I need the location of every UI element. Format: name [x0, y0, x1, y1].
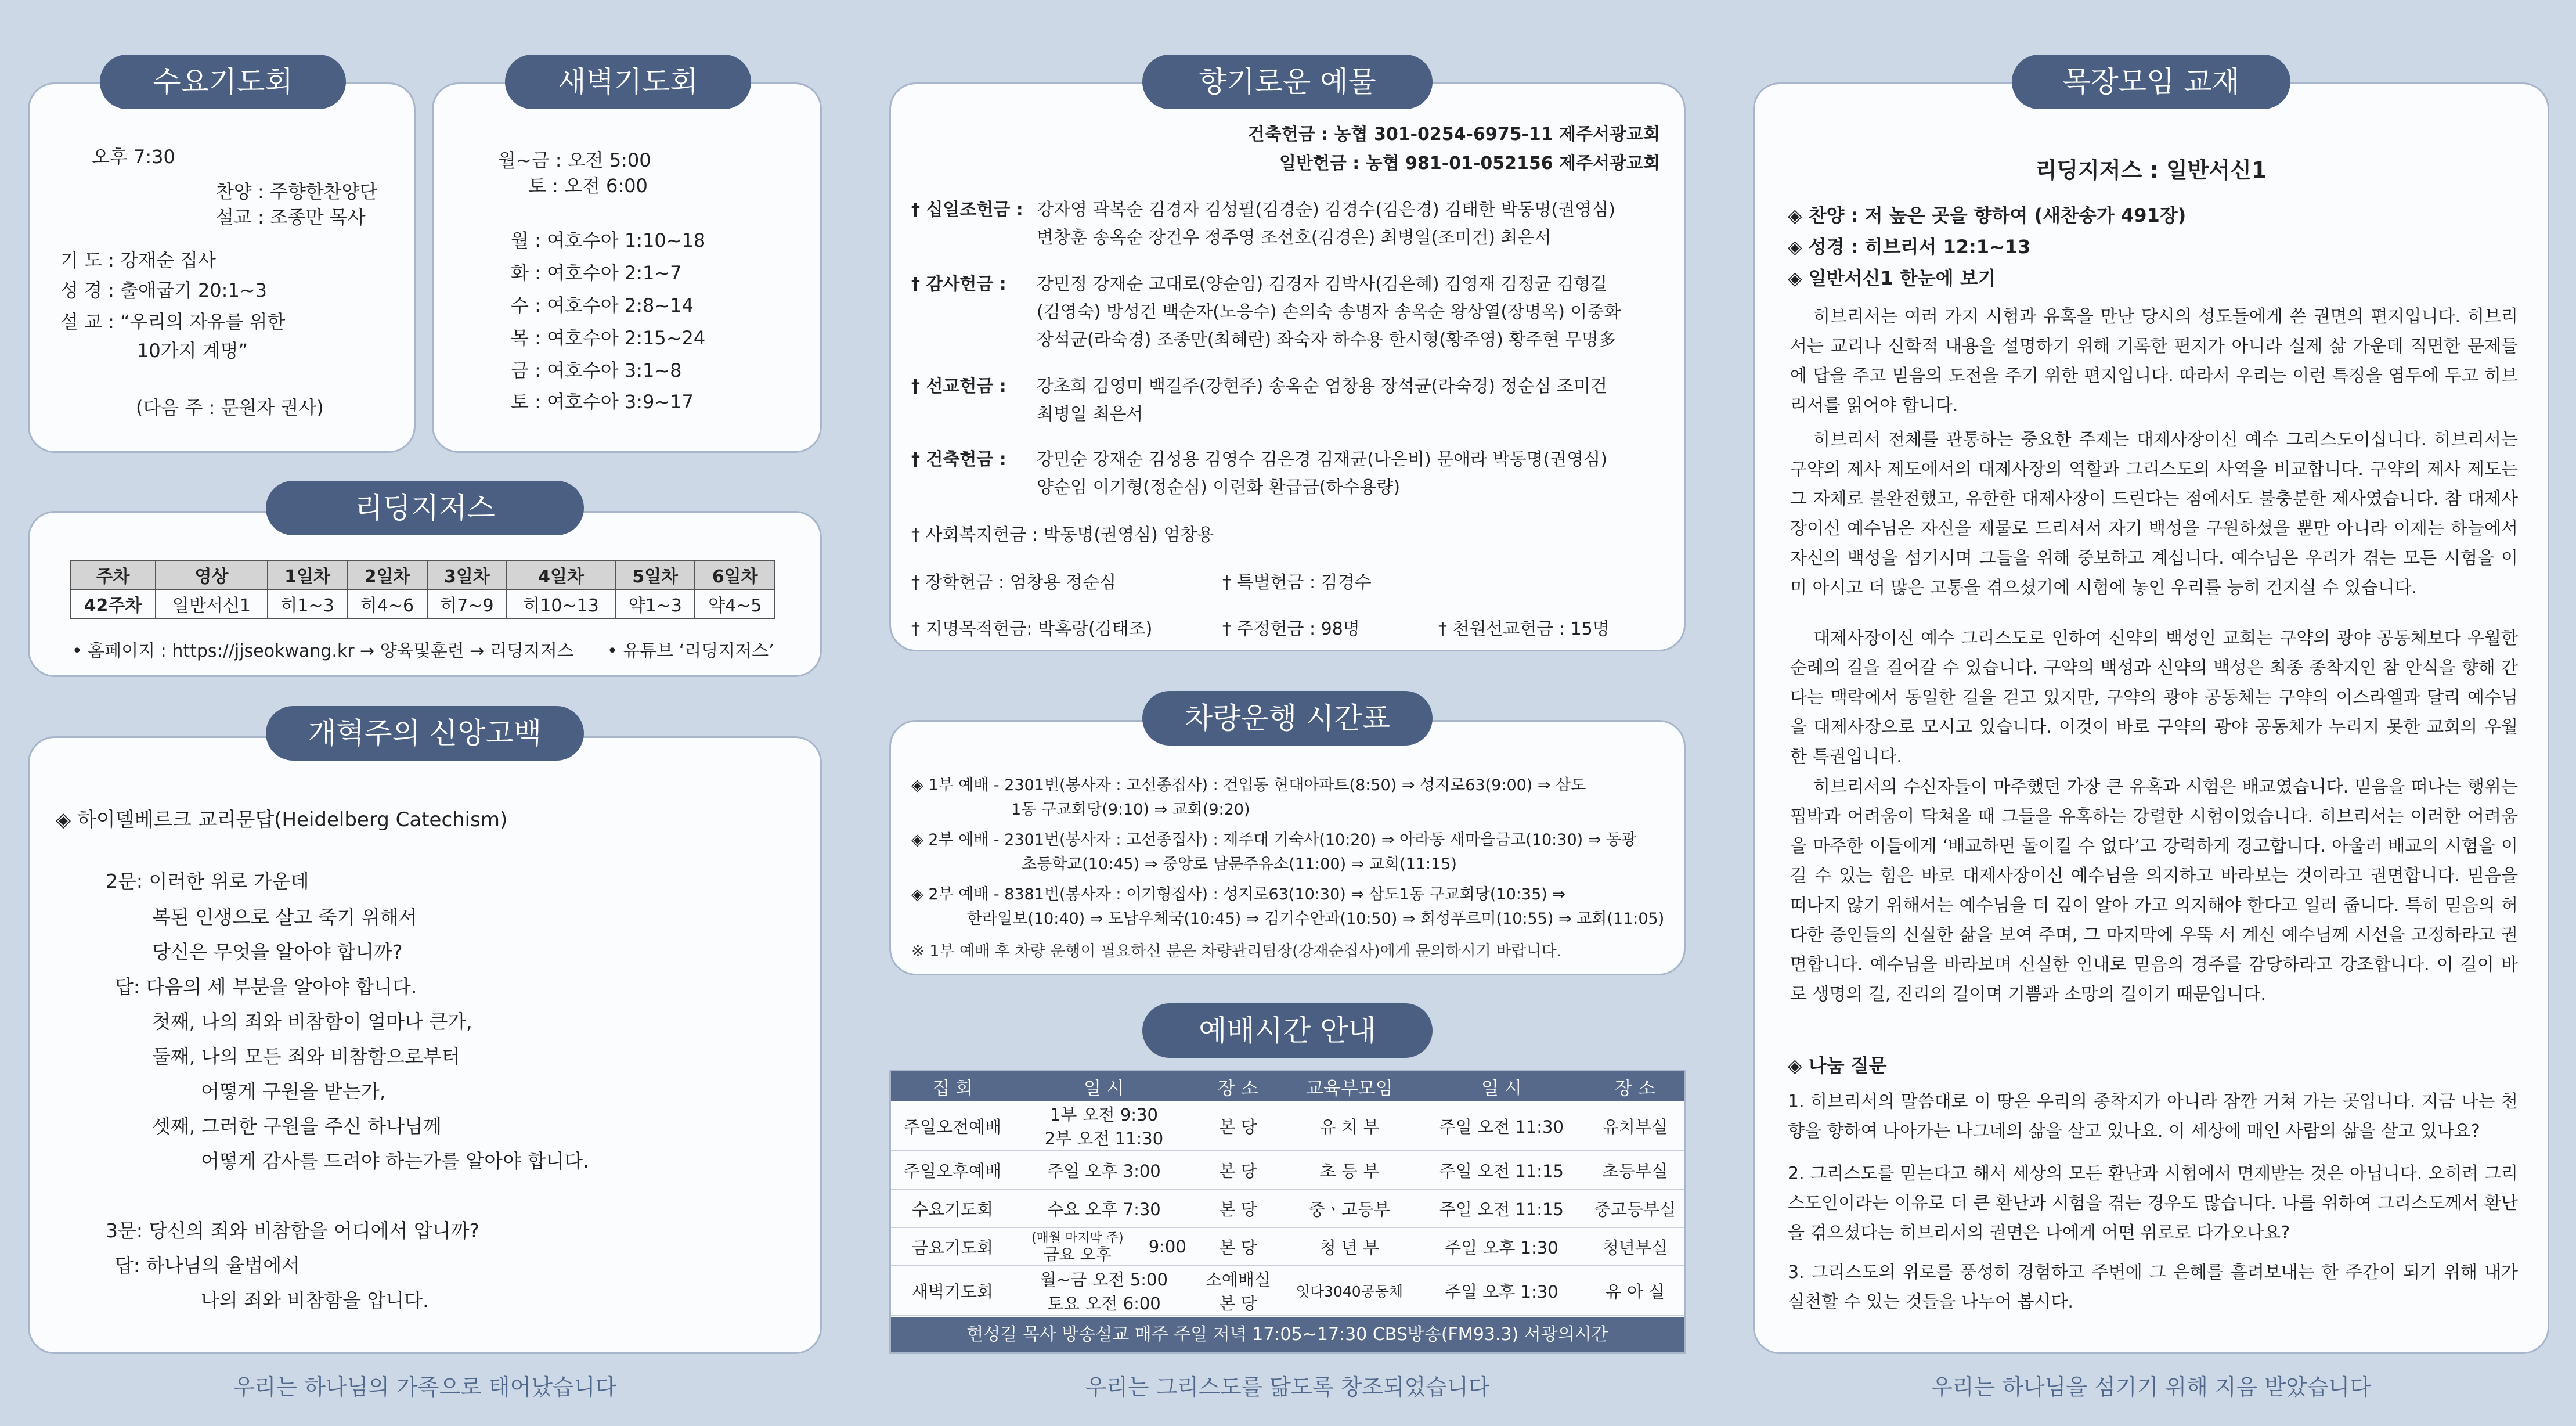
worship-cell: 주일 오후 1:30 — [1417, 1227, 1586, 1266]
study-praise: ◈ 찬양 : 저 높은 곳을 향하여 (새찬송가 491장) — [1788, 204, 2187, 226]
worship-cell: 중고등부실 — [1586, 1189, 1684, 1227]
reading-header: 주차 — [70, 560, 156, 589]
reading-cell: 히4~6 — [347, 589, 427, 618]
reading-header: 2일차 — [347, 560, 427, 589]
share-heading: ◈ 나눔 질문 — [1788, 1054, 1887, 1076]
dawn-day-3: 수 : 여호수아 2:8~14 — [511, 294, 694, 316]
reading-row — [70, 589, 775, 618]
creed-line: 어떻게 구원을 받는가, — [201, 1080, 386, 1103]
reading-header: 5일차 — [615, 560, 695, 589]
dawn-day-5: 금 : 여호수아 3:1~8 — [511, 359, 682, 381]
footer-left: 우리는 하나님의 가족으로 태어났습니다 — [233, 1374, 617, 1400]
worship-cell: 중ㆍ고등부 — [1282, 1189, 1417, 1227]
dawn-time-saturday: 토 : 오전 6:00 — [528, 175, 648, 197]
study-title: 목장모임 교재 — [2012, 55, 2290, 109]
reading-cell: 히10~13 — [507, 589, 615, 618]
reading-header: 6일차 — [695, 560, 775, 589]
offering-account-general: 일반헌금 : 농협 981-01-052156 제주서광교회 — [1279, 153, 1660, 174]
worship-cell: 주일 오전 11:15 — [1417, 1189, 1586, 1227]
worship-cell: 유 아 실 — [1586, 1266, 1684, 1316]
tithe-names: 강자영 곽복순 김경자 김성필(김경순) 김경수(김은경) 김태한 박동명(권영심) — [1037, 200, 1615, 220]
creed-title: 개혁주의 신앙고백 — [266, 706, 584, 761]
thanks-names: 장석균(라숙경) 조종만(최혜란) 좌숙자 하수용 한시형(황주영) 황주현 무명多 — [1037, 330, 1616, 350]
broadcast-banner: 현성길 목사 방송설교 매주 주일 저녁 17:05~17:30 CBS방송(FM93.3) 서광의시간 — [891, 1317, 1684, 1352]
build-names: 강민순 강재순 김성용 김영수 김은경 김재균(나은비) 문애라 박동명(권영심) — [1037, 449, 1607, 470]
worship-row — [891, 1151, 1684, 1189]
wed-topic-1: 설 교 : “우리의 자유를 위한 — [60, 311, 286, 333]
worship-cell: 주일 오후 1:30 — [1417, 1266, 1586, 1316]
estimated-offering: † 주정헌금 : 98명 — [1222, 619, 1360, 639]
reading-cell: 약4~5 — [695, 589, 775, 618]
study-bible: ◈ 성경 : 히브리서 12:1~13 — [1788, 236, 2031, 258]
worship-cell: 본 당 — [1194, 1189, 1282, 1227]
worship-title: 예배시간 안내 — [1142, 1003, 1433, 1058]
worship-header: 장 소 — [1586, 1071, 1684, 1101]
worship-cell — [1194, 1266, 1282, 1316]
worship-cell: 청년부실 — [1586, 1227, 1684, 1266]
tithe-names: 변창훈 송옥순 장건우 정주영 조선호(김경은) 최병일(조미건) 최은서 — [1037, 228, 1552, 248]
share-question: 1. 히브리서의 말씀대로 이 땅은 우리의 종착지가 아니라 잠깐 거쳐 가는 곳입니다. 지금 나는 천 향을 향하여 나아가는 나그네의 삶을 살고 있나요. 이 세상에 매인 사람의 삶을 살고 있나요? — [1788, 1092, 2518, 1141]
worship-cell — [1014, 1101, 1194, 1151]
worship-time: 토요 오전 6:00 — [1047, 1294, 1161, 1313]
vehicle-route-3: ◈ 2부 예배 - 8381번(봉사자 : 이기형집사) : 성지로63(10:30) ⇒ 삼도1동 구교회당(10:35) ⇒ — [911, 885, 1565, 903]
reading-header: 1일차 — [268, 560, 347, 589]
build-names: 양순임 이기형(정순심) 이련화 환급금(하수용량) — [1037, 477, 1401, 498]
thousand-offering: † 천원선교헌금 : 15명 — [1438, 619, 1610, 639]
offering-title: 향기로운 예물 — [1142, 55, 1433, 109]
worship-cell: 주일오전예배 — [891, 1101, 1014, 1151]
worship-cell: 본 당 — [1194, 1227, 1282, 1266]
wed-prayer-title: 수요기도회 — [100, 55, 346, 109]
study-paragraph: 히브리서 전체를 관통하는 중요한 주제는 대제사장이신 예수 그리스도이십니다. 히브리서는 구약의 제사 제도에서의 대제사장의 역할과 그리스도의 사역을 비교합니다. 구약의 제사 제도는 그 자체로 불완전했고, 유한한 대제사장이 드린다는 점에서도 불충분한 제사였습니다. 참 대제사장이신 예수님은 자신을 제물로 드리셔서 자기 백성을 구원하셨을 뿐만 아니라 이제는 하늘에서 자신의 백성을 섬기시며 그들을 위해 중보하고 계십니다. 예수님은 우리가 겪는 모든 시험을 이미 아시고 더 많은 고통을 겪으셨기에 시험에 놓인 우리를 능히 건지실 수 있습니다. — [1790, 430, 2518, 598]
creed-line: 3문: 당신의 죄와 비참함을 어디에서 압니까? — [106, 1219, 480, 1242]
worship-cell: 초등부실 — [1586, 1151, 1684, 1189]
build-label: † 건축헌금 : — [911, 449, 1006, 470]
study-subtitle: 리딩지저스 : 일반서신1 — [2035, 157, 2267, 183]
thanks-names: 강민정 강재순 고대로(양순임) 김경자 김박사(김은혜) 김영재 김정균 김형길 — [1037, 274, 1607, 294]
reading-cell: 42주차 — [70, 589, 156, 618]
worship-time: 금요 오후 — [1043, 1245, 1112, 1264]
wed-topic-2: 10가지 계명” — [137, 340, 248, 362]
designated-offering: † 지명목적헌금: 박혹랑(김태조) — [911, 619, 1153, 639]
worship-place: 소예배실 — [1205, 1270, 1271, 1290]
reading-header: 3일차 — [427, 560, 507, 589]
welfare-offering: † 사회복지헌금 : 박동명(권영심) 엄창용 — [911, 525, 1214, 545]
worship-time: 1부 오전 9:30 — [1049, 1105, 1158, 1125]
worship-cell: 초 등 부 — [1282, 1151, 1417, 1189]
creed-line: 나의 죄와 비참함을 압니다. — [201, 1289, 429, 1312]
special-offering: † 특별헌금 : 김경수 — [1222, 572, 1372, 593]
worship-place: 본 당 — [1219, 1294, 1257, 1313]
vehicle-route-1: ◈ 1부 예배 - 2301번(봉사자 : 고선종집사) : 건입동 현대아파트(8:50) ⇒ 성지로63(9:00) ⇒ 삼도 — [911, 776, 1586, 794]
worship-cell: 유치부실 — [1586, 1101, 1684, 1151]
wed-next: (다음 주 : 문원자 권사) — [136, 397, 324, 419]
thanks-names: (김영숙) 방성건 백순자(노응수) 손의숙 송명자 송옥순 왕상열(장명옥) 이중화 — [1037, 302, 1621, 322]
vehicle-route-2-cont: 초등학교(10:45) ⇒ 중앙로 남문주유소(11:00) ⇒ 교회(11:15) — [1022, 855, 1457, 873]
creed-line: 첫째, 나의 죄와 비참함이 얼마나 큰가, — [152, 1010, 472, 1033]
worship-cell: 청 년 부 — [1282, 1227, 1417, 1266]
creed-line: 답: 다음의 세 부분을 알아야 합니다. — [115, 975, 417, 998]
creed-line: 둘째, 나의 모든 죄와 비참함으로부터 — [152, 1045, 460, 1068]
offering-account-build: 건축헌금 : 농협 301-0254-6975-11 제주서광교회 — [1247, 124, 1660, 145]
creed-line: 셋째, 그러한 구원을 주신 하나님께 — [152, 1115, 442, 1137]
dawn-prayer-title: 새벽기도회 — [505, 55, 751, 109]
worship-header: 교육부모임 — [1282, 1071, 1417, 1101]
wed-praise: 찬양 : 주향한찬양단 — [216, 181, 378, 203]
worship-cell: 주일 오후 3:00 — [1014, 1151, 1194, 1189]
worship-cell: 주일 오전 11:15 — [1417, 1151, 1586, 1189]
vehicle-route-2: ◈ 2부 예배 - 2301번(봉사자 : 고선종집사) : 제주대 기숙사(10:20) ⇒ 아라동 새마을금고(10:30) ⇒ 동광 — [911, 831, 1637, 849]
worship-cell: 9:00 — [1141, 1227, 1194, 1266]
reading-youtube: • 유튜브 ‘리딩지저스’ — [607, 641, 774, 661]
creed-line: 어떻게 감사를 드려야 하는가를 알아야 합니다. — [201, 1150, 589, 1172]
study-paragraph: 히브리서는 여러 가지 시험과 유혹을 만난 당시의 성도들에게 쓴 권면의 편지입니다. 히브리서는 교리나 신학적 내용을 설명하기 위해 기록한 편지가 아니라 실제 삶 가운데 직면한 문제들에 답을 주고 믿음의 도전을 주기 위한 편지입니다. 따라서 우리는 이런 특징을 염두에 두고 히브리서를 읽어야 합니다. — [1790, 307, 2518, 416]
worship-header-row — [891, 1071, 1684, 1101]
worship-cell — [1014, 1266, 1194, 1316]
dawn-day-1: 월 : 여호수아 1:10~18 — [511, 229, 706, 251]
reading-cell: 일반서신1 — [156, 589, 268, 618]
wed-scripture: 성 경 : 출애굽기 20:1~3 — [60, 279, 267, 301]
wed-time: 오후 7:30 — [92, 146, 175, 168]
worship-schedule — [889, 1070, 1686, 1354]
share-question: 3. 그리스도의 위로를 풍성히 경험하고 주변에 그 은혜를 흘려보내는 한 주간이 되기 위해 내가 실천할 수 있는 것들을 나누어 봅시다. — [1788, 1262, 2518, 1312]
footer-middle: 우리는 그리스도를 닮도록 창조되었습니다 — [1085, 1374, 1490, 1400]
dawn-day-2: 화 : 여호수아 2:1~7 — [511, 262, 682, 284]
worship-row — [891, 1227, 1684, 1266]
creed-heading: ◈ 하이델베르크 교리문답(Heidelberg Catechism) — [56, 808, 508, 831]
reading-header-row — [70, 560, 775, 589]
study-paragraph: 대제사장이신 예수 그리스도로 인하여 신약의 백성인 교회는 구약의 광야 공동체보다 우월한 순례의 길을 걸어갈 수 있습니다. 구약의 백성과 신약의 백성은 최종 종착지인 참 안식을 향해 간다는 맥락에서 동일한 길을 걷고 있지만, 구약의 광야 공동체는 구약의 이스라엘과 달리 예수님을 대제사장으로 모시고 있습니다. 이것이 바로 구약의 광야 공동체가 누리지 못한 교회의 우월한 특권입니다. — [1790, 628, 2518, 767]
worship-header: 일 시 — [1417, 1071, 1586, 1101]
creed-line: 복된 인생으로 살고 죽기 위해서 — [152, 906, 417, 928]
worship-cell — [1014, 1227, 1141, 1266]
worship-time: 월~금 오전 5:00 — [1040, 1270, 1168, 1290]
worship-cell: 주일오후예배 — [891, 1151, 1014, 1189]
vehicle-route-3-cont: 한라일보(10:40) ⇒ 도남우체국(10:45) ⇒ 김기수안과(10:50) ⇒ 회성푸르미(10:55) ⇒ 교회(11:05) — [967, 910, 1665, 928]
worship-cell: 주일 오전 11:30 — [1417, 1101, 1586, 1151]
creed-line: 2문: 이러한 위로 가운데 — [106, 870, 309, 892]
reading-homepage-link[interactable]: • 홈페이지 : https://jjseokwang.kr → 양육및훈련 → 리딩지저스 — [72, 641, 574, 661]
creed-line: 당신은 무엇을 알아야 합니까? — [152, 941, 403, 963]
worship-cell: 잇다3040공동체 — [1282, 1266, 1417, 1316]
reading-header: 영상 — [156, 560, 268, 589]
wed-prayer-leader: 기 도 : 강재순 집사 — [60, 249, 216, 271]
share-question: 2. 그리스도를 믿는다고 해서 세상의 모든 환난과 시험에서 면제받는 것은 아닙니다. 오히려 그리스도인이라는 이유로 더 큰 환난과 시험을 겪는 경우도 많습니다. 나를 위하여 그리스도께서 환난을 겪으셨다는 히브리서의 권면은 나에게 어떤 위로로 다가오나요? — [1788, 1164, 2518, 1243]
mission-label: † 선교헌금 : — [911, 376, 1006, 397]
dawn-day-6: 토 : 여호수아 3:9~17 — [511, 391, 694, 413]
study-paragraph: 히브리서의 수신자들이 마주했던 가장 큰 유혹과 시험은 배교였습니다. 믿음을 떠나는 행위는 핍박과 어려움이 닥쳐올 때 그들을 유혹하는 강렬한 시험이었습니다. 히브리서는 이러한 어려움을 마주한 이들에게 ‘배교하면 돌이킬 수 없다’고 강력하게 경고합니다. 아울러 배교의 시험을 이길 수 있는 힘은 바로 대제사장이신 예수님을 의지하고 바라보는 것이라고 권면합니다. 믿음을 떠나지 않기 위해서는 예수님을 더 깊이 알아 가고 의지해야 한다고 일러 줍니다. 특히 믿음의 허다한 증인들의 신실한 삶을 보여 주며, 그 마지막에 우뚝 서 계신 예수님께 시선을 고정하라고 권면합니다. 예수님을 바라보며 신실한 인내로 믿음의 경주를 감당하라고 강조합니다. 이 길이 바로 생명의 길, 진리의 길이며 기쁨과 소망의 길이기 때문입니다. — [1790, 777, 2518, 1004]
reading-cell: 히7~9 — [427, 589, 507, 618]
reading-header: 4일차 — [507, 560, 615, 589]
footer-right: 우리는 하나님을 섬기기 위해 지음 받았습니다 — [1931, 1374, 2371, 1400]
wed-sermon: 설교 : 조종만 목사 — [216, 206, 366, 228]
study-intro: ◈ 일반서신1 한눈에 보기 — [1788, 267, 1996, 289]
mission-names: 강초희 김영미 백길주(강현주) 송옥순 엄창용 장석균(라숙경) 정순심 조미건 — [1037, 376, 1607, 397]
worship-cell: 수요기도회 — [891, 1189, 1014, 1227]
worship-cell: 수요 오후 7:30 — [1014, 1189, 1194, 1227]
mission-names: 최병일 최은서 — [1037, 404, 1143, 424]
worship-header: 일 시 — [1014, 1071, 1194, 1101]
worship-row — [891, 1101, 1684, 1151]
worship-header: 장 소 — [1194, 1071, 1282, 1101]
worship-cell: 새벽기도회 — [891, 1266, 1014, 1316]
reading-cell: 히1~3 — [268, 589, 347, 618]
vehicle-note: ※ 1부 예배 후 차량 운행이 필요하신 분은 차량관리팀장(강재순집사)에게 문의하시기 바랍니다. — [911, 942, 1562, 960]
worship-row — [891, 1189, 1684, 1227]
creed-line: 답: 하나님의 율법에서 — [115, 1254, 300, 1277]
vehicle-route-1-cont: 1동 구교회당(9:10) ⇒ 교회(9:20) — [1011, 801, 1250, 819]
worship-time: 2부 오전 11:30 — [1044, 1129, 1164, 1148]
worship-header: 집 회 — [891, 1071, 1014, 1101]
reading-title: 리딩지저스 — [266, 481, 584, 535]
tithe-label: † 십일조헌금 : — [911, 200, 1023, 220]
worship-cell: 본 당 — [1194, 1101, 1282, 1151]
reading-table — [70, 560, 775, 619]
worship-cell: 본 당 — [1194, 1151, 1282, 1189]
reading-cell: 약1~3 — [615, 589, 695, 618]
worship-cell: 유 치 부 — [1282, 1101, 1417, 1151]
dawn-day-4: 목 : 여호수아 2:15~24 — [511, 327, 706, 349]
worship-row — [891, 1266, 1684, 1316]
worship-note: (매월 마지막 주) — [1031, 1231, 1124, 1245]
worship-cell: 금요기도회 — [891, 1227, 1014, 1266]
scholarship-offering: † 장학헌금 : 엄창용 정순심 — [911, 572, 1117, 593]
thanks-label: † 감사헌금 : — [911, 274, 1006, 294]
vehicle-title: 차량운행 시간표 — [1142, 691, 1433, 746]
dawn-time-weekday: 월~금 : 오전 5:00 — [498, 149, 651, 171]
